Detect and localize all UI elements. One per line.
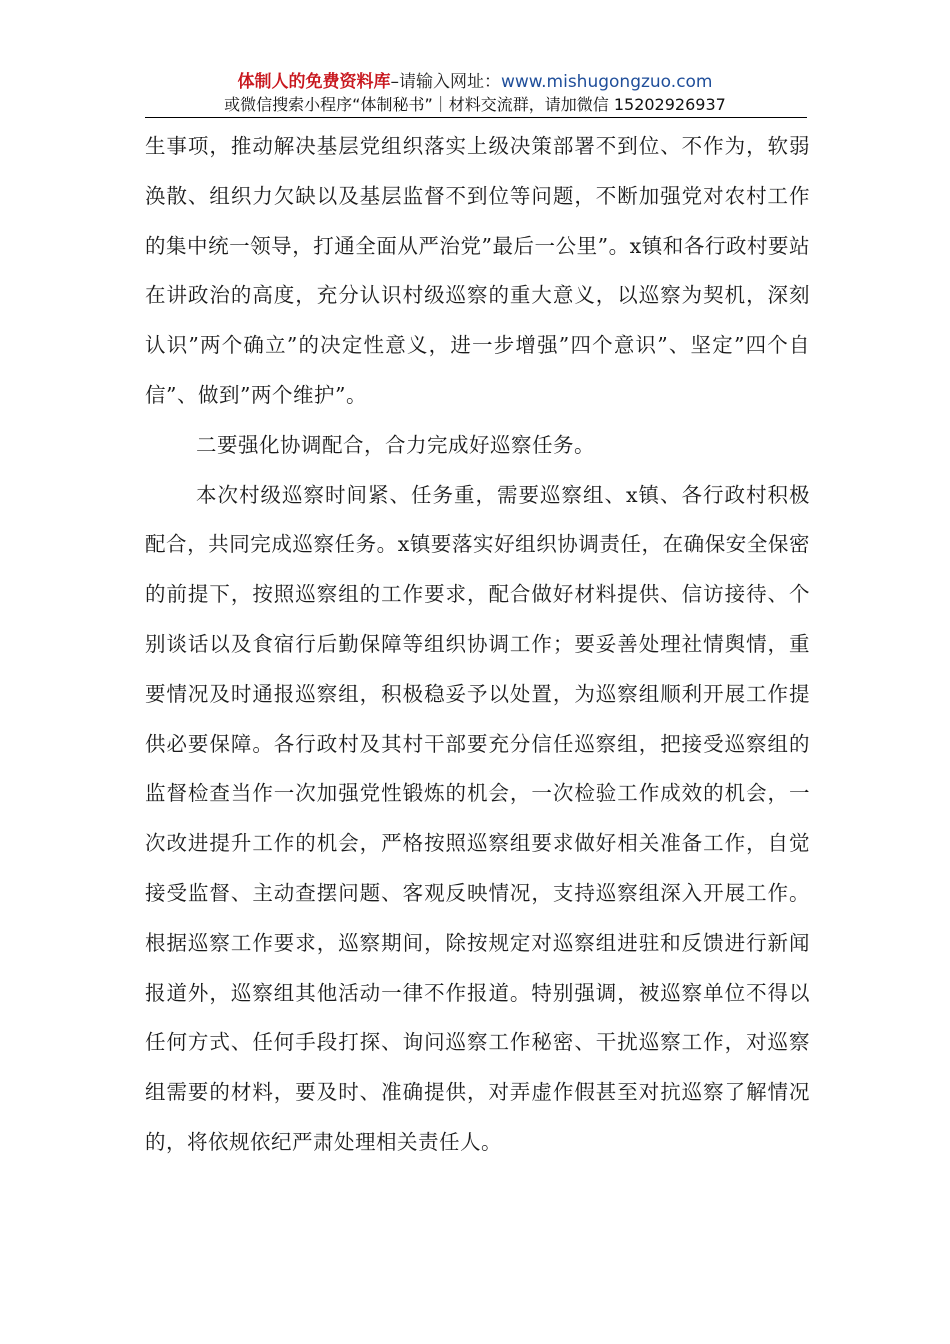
header-line-1 xyxy=(145,70,805,94)
header-hint: –请输入网址： xyxy=(390,72,501,92)
page-header xyxy=(145,70,805,116)
paragraph-1: 生事项，推动解决基层党组织落实上级决策部署不到位、不作为，软弱涣散、组织力欠缺以及基层监督不到位等问题，不断加强党对农村工作的集中统一领导，打通全面从严治党”最后一公里”。x镇和各行政村要站在讲政治的高度，充分认识村级巡察的重大意义，以巡察为契机，深刻认识”两个确立”的决定性意义，进一步增强”四个意识”、坚定”四个自信”、做到”两个维护”。 xyxy=(145,134,810,407)
paragraph-3: 本次村级巡察时间紧、任务重，需要巡察组、x镇、各行政村积极配合，共同完成巡察任务。x镇要落实好组织协调责任，在确保安全保密的前提下，按照巡察组的工作要求，配合做好材料提供、信访接待、个别谈话以及食宿行后勤保障等组织协调工作；要妥善处理社情舆情，重要情况及时通报巡察组，积极稳妥予以处置，为巡察组顺利开展工作提供必要保障。各行政村及其村干部要充分信任巡察组，把接受巡察组的监督检查当作一次加强党性锻炼的机会，一次检验工作成效的机会，一次改进提升工作的机会，严格按照巡察组要求做好相关准备工作，自觉接受监督、主动查摆问题、客观反映情况，支持巡察组深入开展工作。根据巡察工作要求，巡察期间，除按规定对巡察组进驻和反馈进行新闻报道外，巡察组其他活动一律不作报道。特别强调，被巡察单位不得以任何方式、任何手段打探、询问巡察工作秘密、干扰巡察工作，对巡察组需要的材料，要及时、准确提供，对弄虚作假甚至对抗巡察了解情况的，将依规依纪严肃处理相关责任人。 xyxy=(145,482,810,1154)
header-brand: 体制人的免费资料库 xyxy=(237,72,391,92)
header-divider xyxy=(145,117,807,118)
document-body xyxy=(145,122,810,1168)
header-line-2: 或微信搜索小程序“体制秘书”｜材料交流群，请加微信 15202926937 xyxy=(224,95,726,114)
header-url-link[interactable]: www.mishugongzuo.com xyxy=(500,72,713,92)
paragraph-2-heading: 二要强化协调配合，合力完成好巡察任务。 xyxy=(196,432,595,457)
